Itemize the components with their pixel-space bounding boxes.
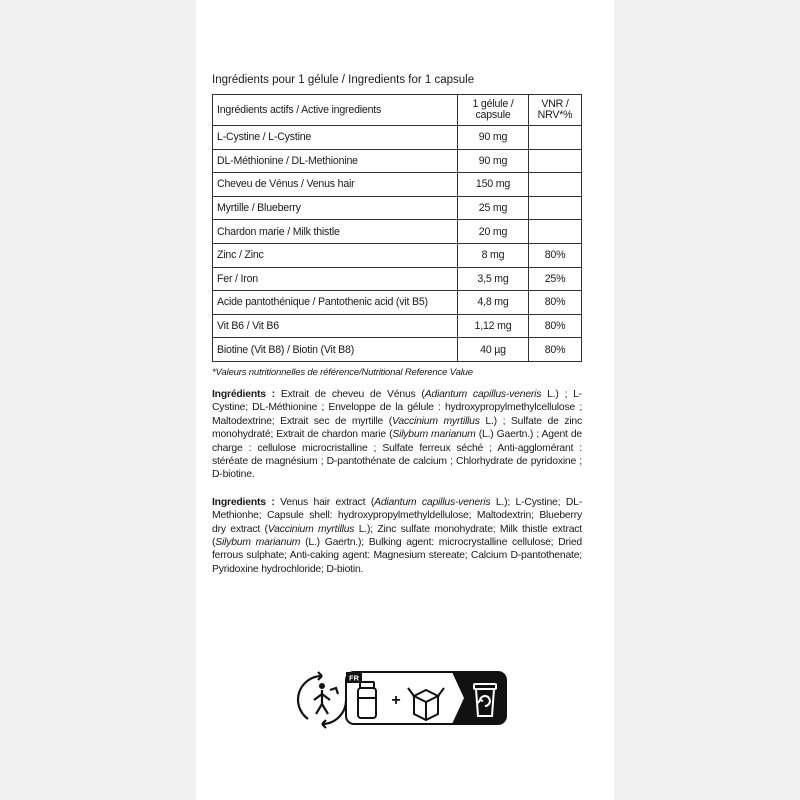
table-header-row: [213, 95, 582, 126]
table-row: [213, 220, 582, 244]
english-text-4: (L.) Gaertn.); Bulking agent: microcrystalline cellulose; Dried ferrous sulphate; Anti-caking agent: Magnesium stereate; Calcium D-pantothenate; Pyridoxine hydrochloride; D-biotin.: [212, 537, 583, 575]
ingredient-amount: 90 mg: [458, 149, 529, 173]
french-text-2: L.) ; L-Cystine; DL-Méthionine ; Enveloppe de la gélule : hydroxypropylmethylcellulose ; Maltodextrine; Extrait sec de myrtille (: [212, 388, 582, 427]
ingredient-amount: 90 mg: [458, 126, 529, 150]
ingredients-french: [212, 388, 582, 482]
ingredient-nrv: [529, 220, 582, 244]
english-latin-1: Adiantum capillus-veneris: [374, 496, 491, 508]
ingredients-heading: Ingrédients pour 1 gélule / Ingredients for 1 capsule: [212, 74, 475, 86]
ingredients-english: [212, 496, 582, 576]
ingredient-nrv: [529, 126, 582, 150]
recycling-info: [294, 670, 514, 730]
ingredient-name: Fer / Iron: [213, 267, 458, 291]
nrv-footnote: *Valeurs nutritionnelles de référence/Nutritional Reference Value: [212, 366, 473, 378]
english-latin-3: Silybum marianum: [215, 537, 301, 548]
ingredient-name: Cheveu de Vénus / Venus hair: [213, 173, 458, 197]
header-nrv: [529, 95, 582, 126]
english-text-1: Venus hair extract (: [274, 496, 375, 508]
header-nrv-line1: VNR /: [541, 98, 569, 110]
product-label: [196, 0, 614, 800]
table-row: [213, 173, 582, 197]
ingredient-name: Zinc / Zinc: [213, 243, 458, 267]
table-row: [213, 291, 582, 315]
table-row: [213, 126, 582, 150]
french-latin-3: Silybum marianum: [392, 429, 476, 441]
french-text-4: (L.) Gaertn.) ; Agent de charge : cellulose microcristalline ; Sulfate ferreux séché ; Anti-agglomérant : stéréate de magnésium ; D-pantothénate de calcium ; Chlorhydrate de pyridoxine ; D-biotine.: [212, 429, 582, 481]
table-row: [213, 243, 582, 267]
ingredient-name: Myrtille / Blueberry: [213, 196, 458, 220]
header-per-capsule: [458, 95, 529, 126]
ingredient-nrv: 80%: [529, 243, 582, 267]
ingredient-name: Biotine (Vit B8) / Biotin (Vit B8): [213, 338, 458, 362]
ingredient-nrv: 80%: [529, 291, 582, 315]
french-text-1: Extrait de cheveu de Vénus (: [274, 388, 425, 400]
english-title: Ingredients :: [212, 496, 275, 508]
ingredients-panel: [212, 74, 582, 576]
ingredient-nrv: 80%: [529, 314, 582, 338]
table-row: [213, 196, 582, 220]
plus-sign: +: [391, 692, 401, 709]
table-row: [213, 267, 582, 291]
ingredient-amount: 8 mg: [458, 243, 529, 267]
ingredient-name: Chardon marie / Milk thistle: [213, 220, 458, 244]
bottle-icon: [358, 682, 376, 718]
ingredient-name: Vit B6 / Vit B6: [213, 314, 458, 338]
table-row: [213, 149, 582, 173]
french-title: Ingrédients :: [212, 388, 275, 400]
ingredient-amount: 150 mg: [458, 173, 529, 197]
header-active-ingredients: Ingrédients actifs / Active ingredients: [213, 95, 458, 126]
header-per-capsule-line2: capsule: [475, 109, 511, 121]
ingredient-amount: 20 mg: [458, 220, 529, 244]
ingredient-nrv: [529, 196, 582, 220]
header-nrv-line2: NRV*%: [537, 109, 573, 121]
ingredient-amount: 3,5 mg: [458, 267, 529, 291]
ingredient-nrv: 80%: [529, 338, 582, 362]
ingredient-amount: 25 mg: [458, 196, 529, 220]
french-text-3: L.) ; Sulfate de zinc monohydraté; Extrait de chardon marie (: [212, 415, 582, 441]
ingredient-amount: 40 µg: [458, 338, 529, 362]
french-latin-2: Vaccinium myrtillus: [392, 415, 480, 427]
ingredient-name: DL-Méthionine / DL-Methionine: [213, 149, 458, 173]
triman-icon: [298, 672, 346, 728]
ingredient-name: Acide pantothénique / Pantothenic acid (vit B5): [213, 291, 458, 315]
ingredient-amount: 4,8 mg: [458, 291, 529, 315]
english-latin-2: Vaccinium myrtillus: [267, 523, 355, 535]
english-text-2: L.); L-Cystine; DL-Methionhe; Capsule shell: hydroxypropylmethyldellulose; Maltodextrin; Blueberry dry extract (: [212, 496, 582, 535]
ingredient-nrv: [529, 173, 582, 197]
table-row: [213, 314, 582, 338]
ingredient-amount: 1,12 mg: [458, 314, 529, 338]
french-latin-1: Adiantum capillus-veneris: [424, 388, 542, 400]
english-text-3: L.); Zinc sulfate monohydrate; Milk thistle extract (: [212, 523, 582, 548]
nutrition-table: [212, 94, 582, 362]
ingredient-nrv: 25%: [529, 267, 582, 291]
ingredient-nrv: [529, 149, 582, 173]
fr-tag: FR: [349, 673, 359, 683]
table-row: [213, 338, 582, 362]
ingredient-name: L-Cystine / L-Cystine: [213, 126, 458, 150]
box-icon: [408, 688, 444, 720]
header-per-capsule-line1: 1 gélule /: [472, 98, 514, 110]
